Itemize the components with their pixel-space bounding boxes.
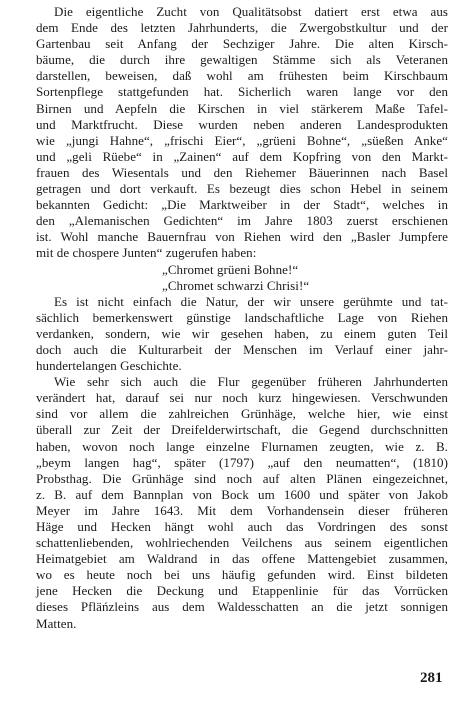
text-line: dieses Pfläńzleins aus dem Waldesschatten an die jetzt sonnigen bbox=[36, 599, 448, 615]
text-line: Birnen und Aepfeln die Kirschen in viel stärkerem Maße Tafel- bbox=[36, 100, 448, 116]
text-line: verdanken, sondern, wie wir gesehen haben, zu einem guten Teil bbox=[36, 325, 448, 341]
text-line: verändert hat, darauf sei nur noch kurz hingewiesen. Verschwunden bbox=[36, 390, 448, 406]
text-line: sind vor allem die zahlreichen Grünhäge, welche hier, wie einst bbox=[36, 406, 448, 422]
body-text bbox=[36, 4, 448, 632]
page-number: 281 bbox=[420, 670, 443, 686]
text-line: Häge und Hecken hängt wohl auch das Vordringen des sonst bbox=[36, 519, 448, 534]
text-line: Die eigentliche Zucht von Qualitätsobst datiert erst etwa aus bbox=[54, 4, 448, 19]
text-line: den „Alemanischen Gedichten“ im Jahre 1803 zuerst erschienen bbox=[36, 213, 448, 229]
text-line: Es ist nicht einfach die Natur, der wir unsere gerühmte und tat- bbox=[54, 293, 448, 309]
text-line: bekannten Gedicht: „Die Marktweiber in der Stadt“, welches in bbox=[36, 197, 448, 213]
text-line: Matten. bbox=[36, 615, 77, 631]
text-line: dem Ende des letzten Jahrhunderts, die Zwergobstkultur und der bbox=[36, 20, 448, 36]
text-line: Meyer im Jahre 1643. Mit dem Vorhandensein dieser früheren bbox=[36, 502, 448, 518]
text-line: Wie sehr sich auch die Flur gegenüber früheren Jahrhunderten bbox=[54, 374, 448, 390]
text-line: bäume, die durch ihre gewaltigen Stämme sich als Veteranen bbox=[36, 52, 448, 68]
text-line: hundertelangen Geschichte. bbox=[36, 358, 182, 374]
text-line: „beym langen hag“, später (1797) „auf den neumatten“, (1810) bbox=[36, 454, 448, 470]
text-line: Heimatgebiet am Waldrand in das offene Mattengebiet zusammen, bbox=[36, 551, 448, 567]
text-line: jene Hecken die Deckung und Etappenlinie für das Vorrücken bbox=[36, 583, 448, 599]
text-line: z. B. auf dem Bannplan von Bock um 1600 und später von Jakob bbox=[36, 486, 448, 502]
text-line: und „geli Rüebe“ in „Zainen“ auf dem Kopfring von den Markt- bbox=[36, 148, 448, 164]
text-line: Sortenpflege stattgefunden hat. Sicherlich waren lange vor den bbox=[36, 84, 448, 100]
text-line: frauen des Wiesentals und den Riehemer Bäuerinnen nach Basel bbox=[36, 164, 448, 180]
verse-line: „Chromet grüeni Bohne!“ bbox=[162, 261, 299, 277]
text-line: und Marktfrucht. Diese wurden neben anderen Landesprodukten bbox=[36, 116, 448, 132]
text-line: mit de chospere Junten“ zugerufen haben: bbox=[36, 245, 257, 261]
text-line: ist. Wohl manche Bauernfrau von Riehen wird den „Basler Jumpfere bbox=[36, 229, 448, 245]
verse-line: „Chromet schwarzi Chrisi!“ bbox=[162, 277, 310, 293]
text-line: sächlich bemerkenswert günstige landschaftliche Lage von Riehen bbox=[36, 309, 448, 325]
text-line: wie „jungi Hahne“, „frischi Eier“, „grüeni Bohne“, „süeßen Anke“ bbox=[36, 132, 448, 148]
text-line: wo es heute noch bei uns häufig gefunden wird. Einst bildeten bbox=[36, 567, 448, 583]
text-line: überall zur Zeit der Dreifelderwirtschaft, die Gegend durchschnitten bbox=[36, 422, 448, 438]
text-line: Probsthag. Die Grünhäge sind noch auf alten Plänen eingezeichnet, bbox=[36, 470, 448, 486]
text-line: haben, wovon noch lange einzelne Flurnamen zeugten, wie z. B. bbox=[36, 438, 448, 454]
text-line: schattenliebenden, wohlriechenden Veilchens aus seinem eigentlichen bbox=[36, 535, 448, 551]
text-line: doch auch die Kulturarbeit der Menschen im Verlauf einer jahr- bbox=[36, 341, 448, 357]
text-line: Gartenbau seit Anfang der Sechziger Jahre. Die alten Kirsch- bbox=[36, 36, 448, 52]
text-line: getragen und dort verkauft. Es bezeugt dies schon Hebel in seinem bbox=[36, 181, 448, 197]
text-line: darstellen, beweisen, daß wohl am frühesten beim Kirschbaum bbox=[36, 68, 448, 84]
